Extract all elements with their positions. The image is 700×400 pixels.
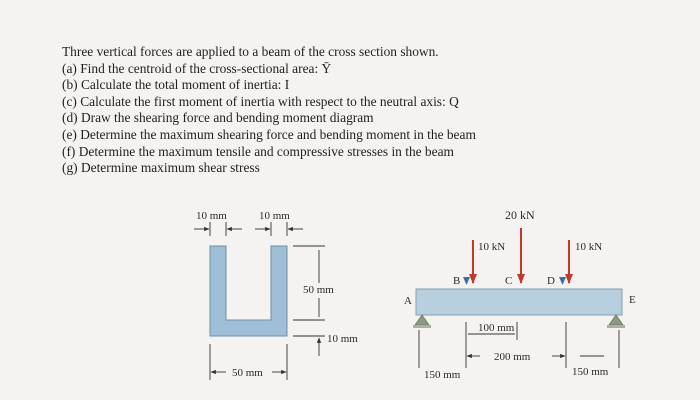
part-f: (f) Determine the maximum tensile and compressive stresses in the beam <box>62 143 454 159</box>
problem-intro: Three vertical forces are applied to a beam of the cross section shown. <box>62 44 439 59</box>
point-b-marker <box>463 277 470 285</box>
dim-bd-label: 200 mm <box>494 351 531 363</box>
part-d: (d) Draw the shearing force and bending moment diagram <box>62 110 374 126</box>
thickness-dimension-lines <box>194 222 303 236</box>
beam-diagram <box>404 208 636 381</box>
point-c-label: C <box>505 275 513 287</box>
point-e-label: E <box>629 294 636 306</box>
cross-section <box>194 210 358 380</box>
part-g: (g) Determine maximum shear stress <box>62 160 260 176</box>
beam-body <box>416 289 622 315</box>
u-section-shape <box>210 246 287 336</box>
force-left-label: 10 kN <box>478 241 506 253</box>
support-left <box>413 315 431 328</box>
dim-height-label: 50 mm <box>303 284 334 296</box>
force-center-label: 20 kN <box>505 208 535 222</box>
point-a-label: A <box>404 295 412 307</box>
part-e: (e) Determine the maximum shearing force and bending moment in the beam <box>62 126 476 142</box>
point-d-label: D <box>547 275 555 287</box>
dim-right-span-label: 150 mm <box>572 366 609 378</box>
height-dimension-lines <box>293 246 325 356</box>
part-b: (b) Calculate the total moment of inertia: I <box>62 77 290 93</box>
support-right <box>607 315 625 328</box>
dim-bottom-thickness-label: 10 mm <box>327 333 358 345</box>
dim-bc-label: 100 mm <box>478 322 515 334</box>
dim-left-thickness-label: 10 mm <box>196 210 227 222</box>
dim-width-label: 50 mm <box>232 367 263 379</box>
point-d-marker <box>559 277 566 285</box>
part-a: (a) Find the centroid of the cross-sectional area: Ȳ <box>62 60 332 76</box>
part-c: (c) Calculate the first moment of inertia with respect to the neutral axis: Q <box>62 93 459 109</box>
dim-right-thickness-label: 10 mm <box>259 210 290 222</box>
point-b-label: B <box>453 275 461 287</box>
dim-left-span-label: 150 mm <box>424 369 461 381</box>
force-right-label: 10 kN <box>575 241 603 253</box>
